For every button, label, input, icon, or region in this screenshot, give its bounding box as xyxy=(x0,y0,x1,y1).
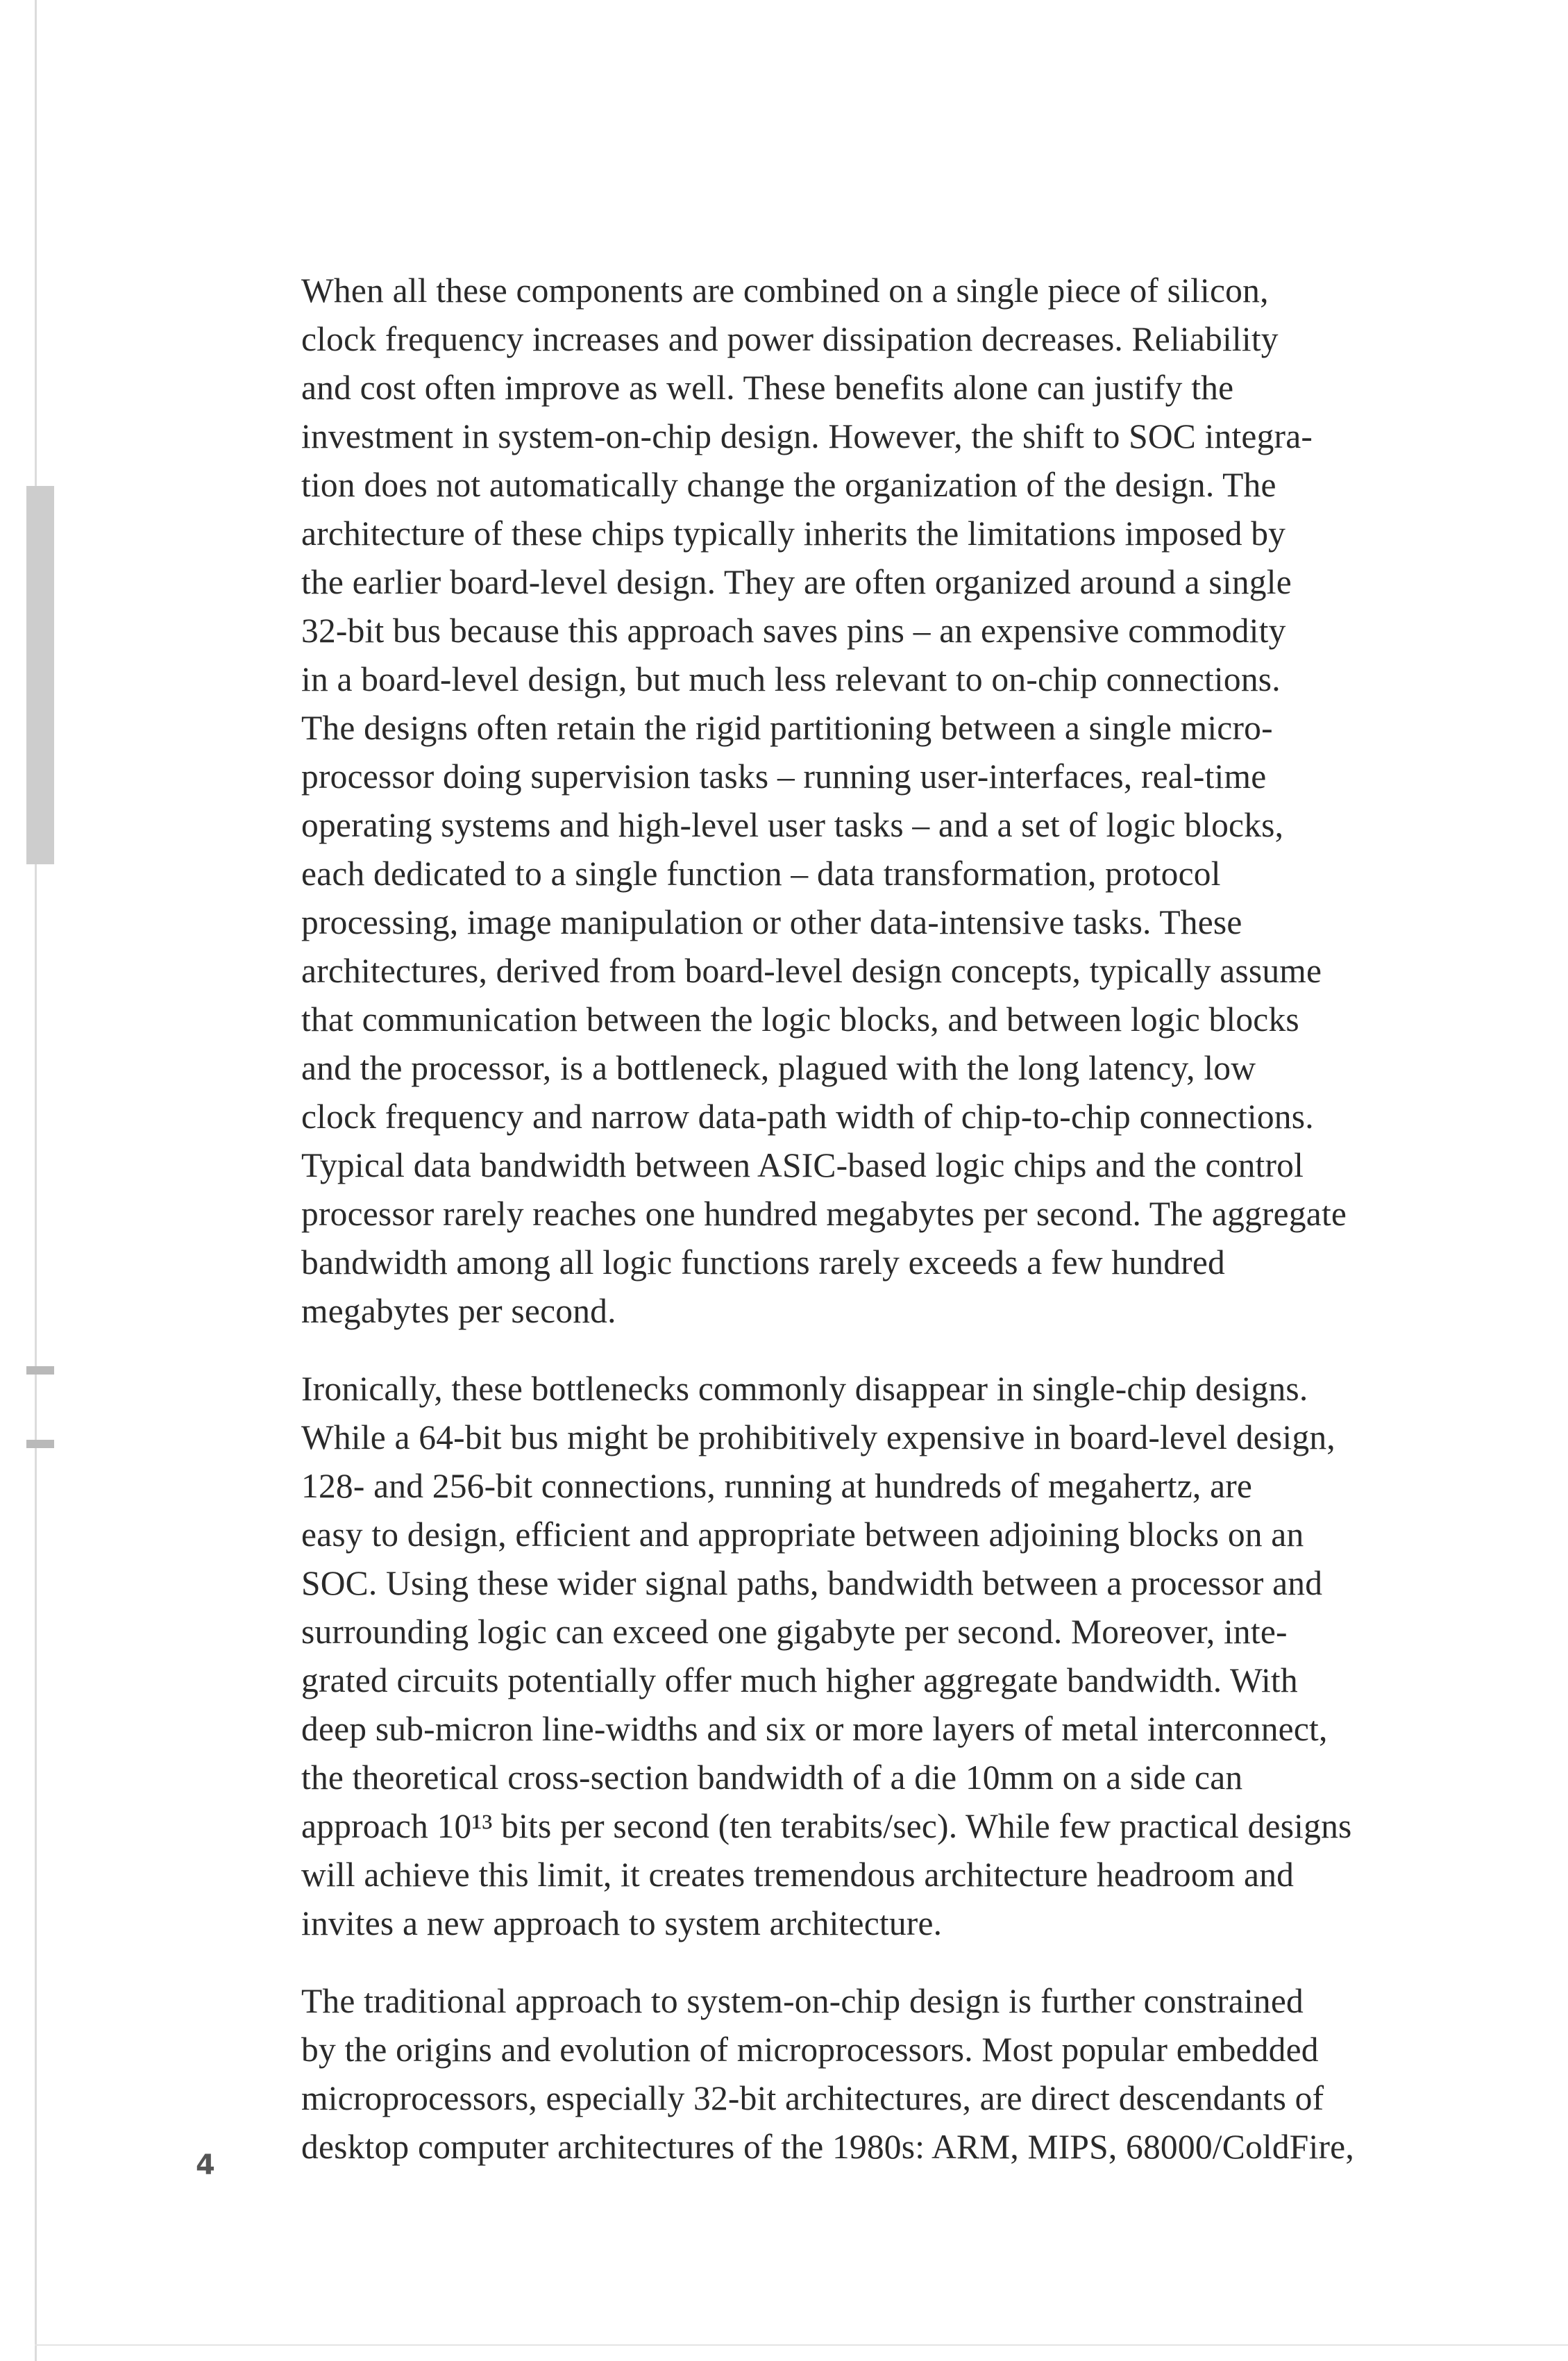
page-edge-rule xyxy=(35,0,37,2361)
paragraph: Ironically, these bottlenecks commonly disappear in single-chip designs. While a 64-bit bus might be prohibitively expensive in board-level design, 128- and 256-bit connections, running at hundreds of megahertz, are easy to design, efficient and appropriate between adjoining blocks on an SOC. Using these wider signal paths, bandwidth between a processor and surrounding logic can exceed one gigabyte per second. Moreover, inte- grated circuits potentially offer much higher aggregate bandwidth. With deep sub-micron line-widths and six or more layers of metal interconnect, the theoretical cross-section bandwidth of a die 10mm on a side can approach 10¹³ bits per second (ten terabits/sec). While few practical designs will achieve this limit, it creates tremendous architecture headroom and invites a new approach to system architecture. xyxy=(301,1370,1352,1942)
paragraph: The traditional approach to system-on-chip design is further constrained by the origins and evolution of microprocessors. Most popular embedded microprocessors, especially 32-bit architectures, are direct descendants of desktop computer architectures of the 1980s: ARM, MIPS, 68000/ColdFire, xyxy=(301,1982,1354,2166)
page-edge-mark xyxy=(26,1440,54,1448)
body-text xyxy=(301,267,1398,2201)
bottom-rule xyxy=(35,2344,1568,2346)
page-edge-mark xyxy=(26,486,54,864)
paragraph: When all these components are combined on a single piece of silicon, clock frequency increases and power dissipation decreases. Reliability and cost often improve as well. These benefits alone can justify the investment in system-on-chip design. However, the shift to SOC integra- tion does not automatically change the organization of the design. The architecture of these chips typically inherits the limitations imposed by the earlier board-level design. They are often organized around a single 32-bit bus because this approach saves pins – an expensive commodity in a board-level design, but much less relevant to on-chip connections. The designs often retain the rigid partitioning between a single micro- processor doing supervision tasks – running user-interfaces, real-time operating systems and high-level user tasks – and a set of logic blocks, each dedicated to a single function – data transformation, protocol processing, image manipulation or other data-intensive tasks. These architectures, derived from board-level design concepts, typically assume that communication between the logic blocks, and between logic blocks and the processor, is a bottleneck, plagued with the long latency, low clock frequency and narrow data-path width of chip-to-chip connections. Typical data bandwidth between ASIC-based logic chips and the control processor rarely reaches one hundred megabytes per second. The aggregate bandwidth among all logic functions rarely exceeds a few hundred megabytes per second. xyxy=(301,271,1347,1330)
page-number: 4 xyxy=(196,2149,215,2181)
page-edge-mark xyxy=(26,1366,54,1375)
